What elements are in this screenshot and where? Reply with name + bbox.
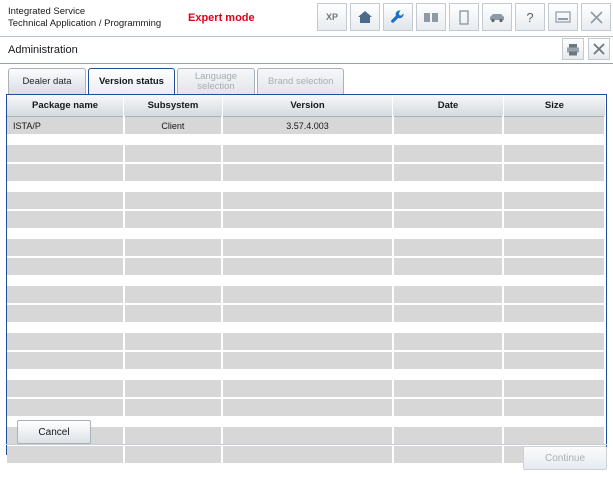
table-row[interactable] [7,145,605,163]
tab-version-status-label: Version status [99,75,164,87]
table-spacer [7,229,605,239]
cell-empty [222,257,392,276]
title-bar [0,0,613,37]
table-row[interactable] [7,117,605,136]
cell-empty [393,333,504,351]
tab-brand-selection [257,68,344,94]
cell-empty [222,192,392,210]
cell-empty [222,380,392,398]
cell-empty [222,286,392,304]
cell-empty [503,286,605,304]
cell-empty [503,257,605,276]
cell-empty [222,427,392,445]
cell-empty [222,304,392,323]
tab-language-selection [177,68,255,94]
continue-button[interactable]: Continue [523,446,607,470]
cell-empty [393,351,504,370]
close-icon[interactable] [581,3,611,31]
cell-empty [222,210,392,229]
table-row[interactable] [7,427,605,445]
cell-empty [393,427,504,445]
cell-empty [393,239,504,257]
help-icon[interactable]: ? [515,3,545,31]
table-row[interactable] [7,210,605,229]
cell-empty [7,380,124,398]
print-icon[interactable] [562,38,584,60]
cell-empty [124,427,223,445]
table-row[interactable] [7,398,605,417]
cell-empty [503,380,605,398]
cell-empty [7,210,124,229]
cell-empty [222,398,392,417]
table-spacer [7,417,605,427]
bottom-bar [6,444,607,471]
table-row[interactable] [7,286,605,304]
cell-empty [124,304,223,323]
cell-empty [222,145,392,163]
cell-empty [7,304,124,323]
cell-empty [503,398,605,417]
cell-empty [503,427,605,445]
tab-brand-selection-label: Brand selection [267,75,334,87]
cell-empty [393,163,504,182]
cell-empty [222,333,392,351]
device-icon[interactable] [449,3,479,31]
table-row[interactable] [7,257,605,276]
cell-empty [393,192,504,210]
cell-empty [222,163,392,182]
cell-empty [124,398,223,417]
app-title [0,6,178,30]
cell-empty [124,257,223,276]
cell-empty [7,145,124,163]
table-row[interactable] [7,380,605,398]
cell-empty [7,398,124,417]
cell-empty [503,351,605,370]
cell-empty [503,145,605,163]
cell-empty [503,333,605,351]
table-body [7,117,605,465]
cell-package-name: ISTA/P [7,117,124,136]
cell-empty [7,163,124,182]
table-row[interactable] [7,192,605,210]
tab-dealer-data-label: Dealer data [22,75,72,87]
cell-empty [393,286,504,304]
version-status-panel [6,94,607,455]
column-header-subsystem[interactable]: Subsystem [124,95,223,117]
cell-empty [124,192,223,210]
table-spacer [7,135,605,145]
cancel-button[interactable]: Cancel [17,420,91,444]
cell-empty [124,239,223,257]
tab-language-selection-label-line2: selection [197,80,235,92]
app-title-line1: Integrated Service [8,6,86,17]
tab-dealer-data[interactable] [8,68,86,94]
administration-bar-actions [562,38,610,60]
cell-empty [7,192,124,210]
table-header-row [7,95,605,117]
toolbar-icons [317,3,611,31]
cell-empty [503,210,605,229]
wrench-icon[interactable] [383,3,413,31]
cell-empty [393,380,504,398]
cell-empty [7,286,124,304]
cell-empty [393,304,504,323]
cell-empty [393,398,504,417]
cell-empty [124,145,223,163]
cell-empty [124,380,223,398]
cell-empty [393,257,504,276]
table-spacer [7,370,605,380]
table-row[interactable] [7,163,605,182]
cell-empty [222,351,392,370]
cell-empty [503,192,605,210]
column-header-package-name[interactable]: Package name [7,95,124,117]
cell-empty [7,333,124,351]
table-row[interactable] [7,239,605,257]
tab-strip [0,64,613,94]
cell-empty [7,239,124,257]
cell-empty [503,239,605,257]
cell-size [503,117,605,136]
cell-empty [7,351,124,370]
page-title: Administration [8,44,78,56]
cell-empty [222,239,392,257]
table-spacer [7,182,605,192]
column-header-version[interactable]: Version [222,95,392,117]
car-icon[interactable] [482,3,512,31]
cell-empty [7,257,124,276]
table-spacer [7,323,605,333]
cell-empty [124,210,223,229]
table-row[interactable] [7,351,605,370]
table-row[interactable] [7,333,605,351]
column-header-date[interactable]: Date [393,95,504,117]
version-status-table [7,95,606,465]
cell-subsystem: Client [124,117,223,136]
cell-empty [124,351,223,370]
tab-language-selection-label-line1: Language [194,70,238,82]
minimize-icon[interactable] [548,3,578,31]
close-dialog-icon[interactable] [588,38,610,60]
cell-date [393,117,504,136]
cell-empty [503,304,605,323]
table-spacer [7,276,605,286]
home-icon[interactable] [350,3,380,31]
book-icon[interactable] [416,3,446,31]
administration-bar [0,37,613,64]
column-header-size[interactable]: Size [503,95,605,117]
expert-mode-label: Expert mode [188,12,255,24]
xp-indicator: XP [317,3,347,31]
tab-version-status[interactable] [88,68,175,94]
cell-empty [124,333,223,351]
cell-empty [124,163,223,182]
cell-empty [124,286,223,304]
cell-empty [503,163,605,182]
app-title-line2: Technical Application / Programming [8,18,162,29]
cell-empty [393,210,504,229]
cell-version: 3.57.4.003 [222,117,392,136]
cell-empty [393,145,504,163]
cancel-button-wrapper [17,420,91,444]
table-row[interactable] [7,304,605,323]
